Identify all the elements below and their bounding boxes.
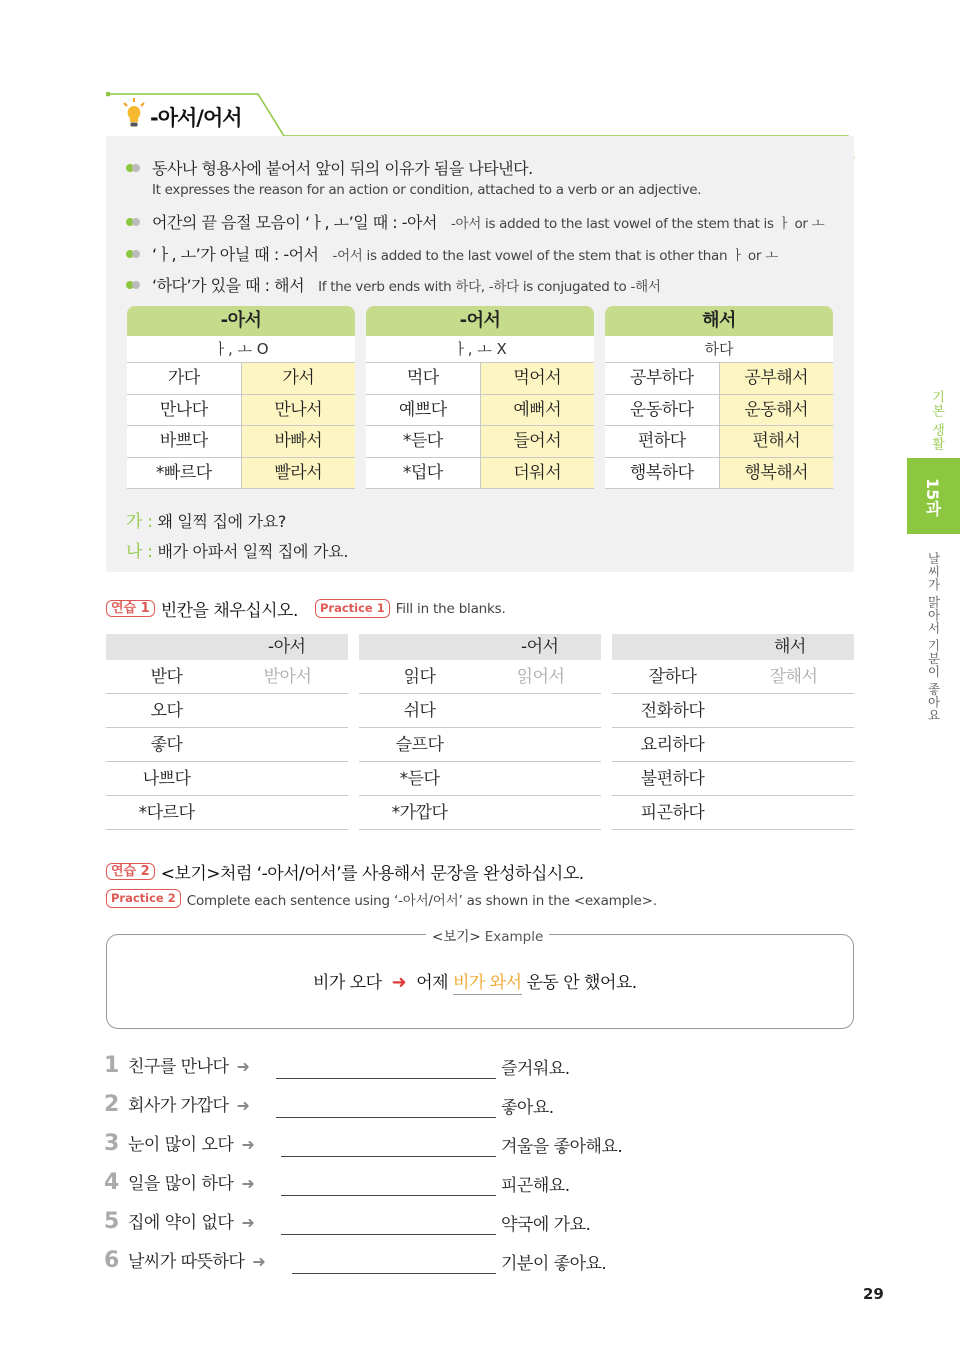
table-row: 요리하다 bbox=[612, 728, 854, 762]
table-row: *다르다 bbox=[106, 796, 348, 830]
answer-line[interactable] bbox=[292, 1273, 496, 1274]
conjugation-table-aseo bbox=[127, 306, 355, 489]
answer-blank[interactable] bbox=[227, 694, 348, 727]
page-title: -아서/어서 bbox=[150, 106, 242, 130]
answer-blank[interactable] bbox=[227, 796, 348, 829]
question-item: 4 일을 많이 하다 ➜ 피곤해요. bbox=[104, 1170, 570, 1196]
table-row: 오다 bbox=[106, 694, 348, 728]
table-row: 잘하다 잘해서 bbox=[612, 660, 854, 694]
bullet-icon bbox=[126, 157, 146, 176]
side-lesson-title: 날씨가 맑아서 기분이 좋아요 bbox=[926, 552, 941, 722]
grammar-line-4: ‘하다’가 있을 때 : 해서 If the verb ends with 하다, -하다 is conjugated to -해서 bbox=[126, 273, 661, 296]
answer-line[interactable] bbox=[281, 1195, 496, 1196]
table-row: 운동하다 운동해서 bbox=[605, 395, 833, 427]
arrow-right-icon: ➜ bbox=[391, 972, 407, 993]
side-lesson-tab: 15과 bbox=[907, 458, 960, 534]
table-header: 해서 bbox=[612, 634, 854, 660]
answer-blank[interactable] bbox=[227, 762, 348, 795]
table-row: 나쁘다 bbox=[106, 762, 348, 796]
table-row: 불편하다 bbox=[612, 762, 854, 796]
table-row: *듣다 들어서 bbox=[366, 426, 594, 458]
arrow-right-icon: ➜ bbox=[252, 1252, 266, 1271]
conjugation-table-haeseo bbox=[605, 306, 833, 489]
grammar-line-1-en: It expresses the reason for an action or condition, attached to a verb or an adjective. bbox=[152, 182, 702, 198]
answer-line[interactable] bbox=[276, 1078, 496, 1079]
practice1-table-haeseo bbox=[612, 634, 854, 830]
table-header: -아서 bbox=[127, 306, 355, 336]
table-row: 행복하다 행복해서 bbox=[605, 458, 833, 490]
lightbulb-icon bbox=[122, 98, 146, 128]
table-row: 먹다 먹어서 bbox=[366, 363, 594, 395]
table-row: *덥다 더워서 bbox=[366, 458, 594, 490]
table-row: 슬프다 bbox=[359, 728, 601, 762]
example-label: <보기> Example bbox=[426, 925, 549, 945]
bullet-icon bbox=[126, 274, 146, 293]
answer-blank[interactable] bbox=[733, 796, 854, 829]
question-item: 6 날씨가 따뜻하다 ➜ 기분이 좋아요. bbox=[104, 1248, 607, 1274]
bullet-icon bbox=[126, 211, 146, 230]
practice2-label-ko: 연습 2 bbox=[106, 863, 155, 880]
answer-blank[interactable] bbox=[480, 796, 601, 829]
table-header: -어서 bbox=[359, 634, 601, 660]
table-row: 편하다 편해서 bbox=[605, 426, 833, 458]
arrow-right-icon: ➜ bbox=[241, 1213, 255, 1232]
table-row: *빠르다 빨라서 bbox=[127, 458, 355, 490]
answer-line[interactable] bbox=[276, 1117, 496, 1118]
answer-line[interactable] bbox=[281, 1156, 496, 1157]
question-item: 2 회사가 가깝다 ➜ 좋아요. bbox=[104, 1092, 554, 1118]
answer-blank[interactable] bbox=[733, 728, 854, 761]
answer-blank[interactable] bbox=[227, 728, 348, 761]
practice2-header-ko: 연습 2 <보기>처럼 ‘-아서/어서’를 사용해서 문장을 완성하십시오. bbox=[106, 859, 584, 884]
table-row: 피곤하다 bbox=[612, 796, 854, 830]
answer-blank[interactable] bbox=[480, 728, 601, 761]
grammar-line-3: ‘ㅏ, ㅗ’가 아닐 때 : -어서 -어서 is added to the last vowel of the stem that is other than ㅏ or ㅗ bbox=[126, 242, 778, 265]
practice1-label-en: Practice 1 bbox=[315, 599, 390, 618]
answer-line[interactable] bbox=[281, 1234, 496, 1235]
table-row: 전화하다 bbox=[612, 694, 854, 728]
arrow-right-icon: ➜ bbox=[241, 1174, 255, 1193]
practice1-label-ko: 연습 1 bbox=[106, 600, 155, 617]
table-header: -어서 bbox=[366, 306, 594, 336]
table-row: 가다 가서 bbox=[127, 363, 355, 395]
dialog-line-a: 가 : 왜 일찍 집에 가요? bbox=[126, 512, 287, 532]
practice2-label-en: Practice 2 bbox=[106, 889, 181, 908]
table-subheader: 하다 bbox=[605, 336, 833, 363]
practice2-header-en: Practice 2 Complete each sentence using ‘-아서/어서’ as shown in the <example>. bbox=[106, 888, 657, 909]
practice1-table-eoseo bbox=[359, 634, 601, 830]
table-subheader: ㅏ, ㅗ X bbox=[366, 336, 594, 363]
dialog-line-b: 나 : 배가 아파서 일찍 집에 가요. bbox=[126, 542, 349, 562]
table-subheader: ㅏ, ㅗ O bbox=[127, 336, 355, 363]
arrow-right-icon: ➜ bbox=[236, 1057, 250, 1076]
side-section-label: 기본 생활 bbox=[929, 390, 944, 452]
table-row: *가깝다 bbox=[359, 796, 601, 830]
answer-blank[interactable] bbox=[733, 694, 854, 727]
arrow-right-icon: ➜ bbox=[241, 1135, 255, 1154]
table-row: 받다 받아서 bbox=[106, 660, 348, 694]
table-header: 해서 bbox=[605, 306, 833, 336]
question-item: 5 집에 약이 없다 ➜ 약국에 가요. bbox=[104, 1209, 591, 1235]
practice1-header: 연습 1 빈칸을 채우십시오. Practice 1 Fill in the blanks. bbox=[106, 596, 506, 621]
answer-blank[interactable] bbox=[480, 762, 601, 795]
table-row: 공부하다 공부해서 bbox=[605, 363, 833, 395]
table-row: 만나다 만나서 bbox=[127, 395, 355, 427]
bullet-icon bbox=[126, 243, 146, 262]
table-row: *듣다 bbox=[359, 762, 601, 796]
question-item: 3 눈이 많이 오다 ➜ 겨울을 좋아해요. bbox=[104, 1131, 623, 1157]
grammar-line-2: 어간의 끝 음절 모음이 ‘ㅏ, ㅗ’일 때 : -아서 -아서 is added to the last vowel of the stem that is ㅏ or ㅗ bbox=[126, 210, 824, 233]
practice1-table-aseo bbox=[106, 634, 348, 830]
table-row: 쉬다 bbox=[359, 694, 601, 728]
table-row: 좋다 bbox=[106, 728, 348, 762]
conjugation-table-eoseo bbox=[366, 306, 594, 489]
answer-blank[interactable] bbox=[480, 694, 601, 727]
page-number: 29 bbox=[863, 1285, 884, 1303]
question-item: 1 친구를 만나다 ➜ 즐거워요. bbox=[104, 1053, 570, 1079]
example-answer: 비가 와서 bbox=[452, 973, 522, 993]
table-row: 읽다 읽어서 bbox=[359, 660, 601, 694]
table-header: -아서 bbox=[106, 634, 348, 660]
answer-blank[interactable] bbox=[733, 762, 854, 795]
table-row: 예쁘다 예뻐서 bbox=[366, 395, 594, 427]
table-row: 바쁘다 바빠서 bbox=[127, 426, 355, 458]
example-sentence: 비가 오다 ➜ 어제 비가 와서 운동 안 했어요. bbox=[313, 972, 637, 993]
grammar-line-1: 동사나 형용사에 붙어서 앞이 뒤의 이유가 됨을 나타낸다. bbox=[126, 156, 533, 179]
arrow-right-icon: ➜ bbox=[236, 1096, 250, 1115]
